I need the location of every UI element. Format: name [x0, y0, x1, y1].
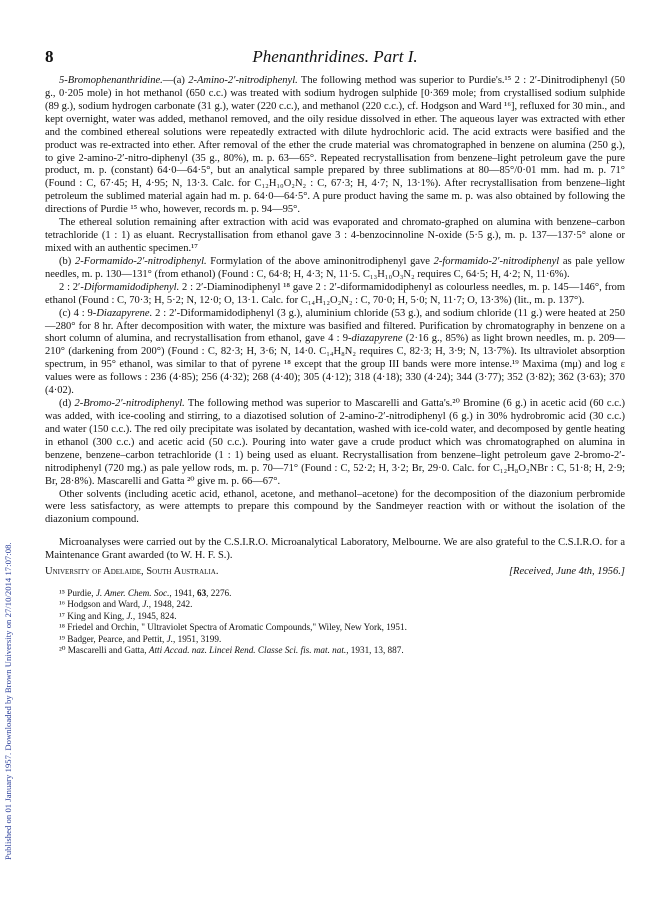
text-run: 2 : 2′- [59, 281, 84, 293]
text-run: 2-formamido-2′-nitrodiphenyl [433, 255, 560, 267]
text-run: J. Amer. Chem. Soc. [95, 588, 170, 599]
reference-item [45, 622, 625, 633]
body-paragraph [45, 398, 625, 488]
text-run: (2·16 g., 85%) as light brown needles, m. p. 209—210° (darkening from 200°) (Found : C, 82·3; H, 3·6; N, 14·0. C₁₄H₈N₂ requires C, 82·3; H, 3·9; N, 13·7%). Its ultraviolet absorption spectrum, in 95° ethanol, was similar to that of pyrene ¹⁸ except that the group III bands were more intense.¹⁹ Maxima (mμ) and log ε values were as follows : 236 (4·85); 256 (4·32); 268 (4·40); 305 (4·12); 318 (4·18); 330 (4·24); 344 (3·77); 352 (3·82); 362 (3·63); 370 (4·02). [45, 333, 626, 397]
running-title: Phenanthridines. Part I. [252, 47, 418, 66]
reference-item [45, 588, 625, 599]
text-run: J. [142, 599, 149, 610]
reference-item [45, 634, 625, 645]
received-date: [Received, June 4th, 1956.] [508, 566, 625, 578]
reference-item [45, 599, 625, 610]
text-run: 2 : 2′-Diformamidodiphenyl (3 g.), aluminium chloride (53 g.), and sodium chloride (11 g.) were heated at 250—280° for 8 hr. After decomposition with water, the mixture was basified and filtered. Purification by chromatography in benzene on a short column of alumina, and recrystallisation from ethanol, gave 4 : 9- [45, 307, 625, 345]
text-run: 2 : 2′-Diaminodiphenyl ¹⁸ gave 2 : 2′-diformamidodiphenyl as colourless needles, m. p. 145—146°, from ethanol (Found : C, 70·3; H, 5·2; N, 12·0; O, 13·1. Calc. for C₁₄H₁₂O₂N₂ : C, 70·0; H, 5·0; N, 11·7; O, 13·3%) (lit., m. p. 137°). [45, 281, 625, 306]
body-paragraph [45, 489, 625, 528]
text-run: 2-Formamido-2′-nitrodiphenyl. [74, 255, 207, 267]
text-run: (b) [59, 255, 75, 267]
body-paragraph [45, 217, 625, 256]
reference-item [45, 645, 625, 656]
page-number: 8 [45, 47, 54, 66]
page-header [45, 47, 625, 67]
text-run: (d) [59, 398, 75, 410]
text-run: , 1948, 242. [148, 599, 193, 610]
text-run: , 1931, 13, 887. [346, 645, 404, 656]
text-run: ²⁰ Mascarelli and Gatta, [59, 645, 149, 656]
text-run: Other solvents (including acetic acid, ethanol, acetone, and methanol–acetone) for the decomposition of the diazonium perbromide were less satisfactory, as were attempts to prepare this compound by the Sandmeyer reaction with or without the isolation of the diazonium compound. [45, 488, 625, 526]
experimental-paragraphs [45, 75, 625, 527]
acknowledgement-paragraph: Microanalyses were carried out by the C.S.I.R.O. Microanalytical Laboratory, Melbourne. We are also grateful to the C.S.I.R.O. for a Maintenance Grant awarded (to W. H. F. S.). [45, 537, 625, 562]
text-run: Formylation of the above aminonitrodiphenyl gave [206, 255, 434, 267]
text-run: J. [126, 610, 133, 621]
text-run: 63 [196, 588, 207, 599]
text-run: , 1941, [169, 588, 197, 599]
text-run: diazapyrene [351, 333, 403, 345]
text-run: —(a) [162, 75, 189, 86]
text-run: The following method was superior to Mascarelli and Gatta's.²⁰ Bromine (6 g.) in acetic acid (60 c.c.) was added, with ice-cooling and stirring, to a diazotised solution of 2-amino-2′-nitrodiphenyl (6 g.) in 30% hydrobromic acid (30 c.c.) and water (150 c.c.). The red oily precipitate was isolated by decantation, washed with ice-cold water, and decomposed by gentle heating in ethanol (300 c.c.) and acetic acid (50 c.c.). Pouring into water gave a crude product which was chromatographed on alumina in benzene, benzene–carbon tetrachloride (1 : 1) being used as eluant. Recrystallisation from benzene–light petroleum gave 2-bromo-2′-nitrodiphenyl (720 mg.) as pale yellow rods, m. p. 70—71° (Found : C, 52·2; H, 3·2; Br, 29·0. Calc. for C₁₂H₈O₂NBr : C, 51·8; H, 2·9; Br, 28·8%). Mascarelli and Gatta ²⁰ give m. p. 66—67°. [45, 398, 625, 487]
body-paragraph [45, 282, 625, 308]
text-run: as pale yellow needles, m. p. 130—131° (from ethanol) (Found : C, 64·8; H, 4·3; N, 11·5. C₁₃H₁₀O₃N₂ requires C, 64·5; H, 4·2; N, 11·6%). [45, 255, 626, 280]
text-run: 2-Amino-2′-nitrodiphenyl. [188, 75, 298, 86]
references-list [45, 588, 625, 656]
body-paragraph [45, 256, 625, 282]
body-paragraph [45, 75, 625, 217]
article-body [45, 75, 625, 656]
text-run: , 2276. [206, 588, 232, 599]
text-run: The following method was superior to Purdie's.¹⁵ 2 : 2′-Dinitrodiphenyl (50 g., 0·205 mole) in hot methanol (650 c.c.) was treated with sodium hydrogen sulphide [0·369 mole; from crystallised sodium sulphide (89 g.), sodium hydrogen carbonate (31 g.), water (220 c.c.), and methanol (220 c.c.), cf. Hodgson and Ward ¹⁶], refluxed for 30 min., and kept overnight, water was added, methanol removed, and the oily residue dissolved in ether. The aqueous layer was extracted with ether and the combined ethereal solutions were repeatedly extracted with dilute hydrochloric acid. The acid extracts were basified and the product was re-extracted into ether. After removal of the ether the crude material was chromatographed in benzene on alumina (250 g.), to give 2-amino-2′-nitro-diphenyl (35 g., 80%), m. p. 63—65°. Repeated recrystallisation from benzene–light petroleum gave the pure product, m. p. (constant) 64·0—64·5°, but an analytical sample prepared by three sublimations at 80—85°/0·01 mm. had m. p. 71° (Found : C, 67·45; H, 4·95; N, 13·3. Calc. for C₁₂H₁₀O₂N₂ : C, 67·3; H, 4·7; N, 13·1%). After recrystallisation from benzene–light petroleum the sublimed material again had m. p. 64·0—64·5°. A pure product having the same m. p. was also obtained by following the directions of Purdie ¹⁵ who, however, records m. p. 94—95°. [45, 75, 625, 216]
reference-item [45, 611, 625, 622]
text-run: The ethereal solution remaining after extraction with acid was evaporated and chromato-graphed on alumina with benzene–carbon tetrachloride (1 : 1) as eluant. Recrystallisation from ethanol gave 3 : 4-benzocinnoline N-oxide (5·5 g.), m. p. 137—137·5° alone or mixed with an authentic specimen.¹⁷ [45, 217, 625, 254]
affiliation-line [45, 566, 625, 579]
text-run: Atti Accad. naz. Lincei Rend. Classe Sci. fis. mat. nat. [148, 645, 347, 656]
text-run: ¹⁹ Badger, Pearce, and Pettit, [59, 633, 167, 644]
text-run: , 1951, 3199. [173, 633, 222, 644]
text-run: (c) 4 : 9- [59, 307, 97, 319]
text-run: 2-Bromo-2′-nitrodiphenyl. [74, 398, 185, 410]
publication-sidebar [3, 160, 17, 860]
text-run: 5-Bromophenanthridine. [59, 75, 163, 86]
text-run: ¹⁵ Purdie, [59, 588, 96, 599]
text-run: , 1945, 824. [132, 610, 177, 621]
text-run: Diformamidodiphenyl. [83, 281, 180, 293]
text-run: ¹⁷ King and King, [59, 610, 127, 621]
institution: University of Adelaide, South Australia. [45, 566, 219, 578]
text-run: ¹⁶ Hodgson and Ward, [59, 599, 143, 610]
text-run: Diazapyrene. [96, 307, 153, 319]
text-run: ¹⁸ Friedel and Orchin, " Ultraviolet Spectra of Aromatic Compounds," Wiley, New York, 1951. [59, 622, 407, 633]
text-run: J. [166, 633, 174, 644]
publication-sidebar-text: Published on 01 January 1957. Downloaded by Brown University on 27/10/2014 17:07:08. [3, 542, 13, 860]
body-paragraph [45, 308, 625, 398]
